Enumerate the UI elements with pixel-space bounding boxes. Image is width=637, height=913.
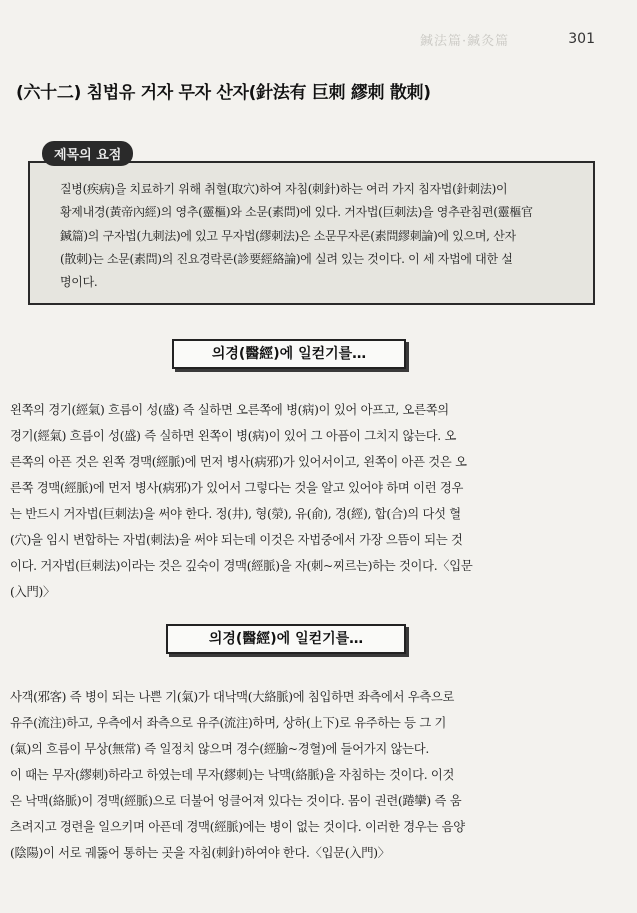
- body-line: 사객(邪客) 즉 병이 되는 나쁜 기(氣)가 대낙맥(大絡脈)에 침입하면 좌측에서 우측으로: [10, 690, 455, 704]
- body-line: 경기(經氣) 흐름이 성(盛) 즉 실하면 왼쪽이 병(病)이 있어 그 아픔이 그치지 않는다. 오: [10, 429, 457, 443]
- summary-line: 질병(疾病)을 치료하기 위해 취혈(取穴)하여 자침(刺針)하는 여러 가지 침자법(針刺法)이: [60, 182, 508, 196]
- body-line: 은 낙맥(絡脈)이 경맥(經脈)으로 더불어 엉클어져 있다는 것이다. 몸이 권련(踡攣) 즉 움: [10, 794, 462, 808]
- body-line: 츠려지고 경련을 일으키며 아픈데 경맥(經脈)에는 병이 없는 것이다. 이러한 경우는 음양: [10, 820, 465, 834]
- page-number: 301: [568, 31, 595, 47]
- section-body: [10, 684, 630, 866]
- running-header: 鍼法篇·鍼灸篇: [420, 34, 510, 49]
- summary-line: (散刺)는 소문(素問)의 진요경락론(診要經絡論)에 실려 있는 것이다. 이 세 자법에 대한 설: [60, 251, 513, 266]
- body-line: 이다. 거자법(巨刺法)이라는 것은 깊숙이 경맥(經脈)을 자(刺~찌르는)하는 것이다.〈입문: [10, 559, 473, 573]
- body-line: (氣)의 흐름이 무상(無常) 즉 일정치 않으며 경수(經腧~경혈)에 들어가지 않는다.: [10, 742, 429, 756]
- summary-box: [28, 161, 595, 305]
- summary-line: 鍼篇)의 구자법(九刺法)에 있고 무자법(繆刺法)은 소문무자론(素問繆刺論)에 있으며, 산자: [60, 228, 516, 243]
- body-line: 른쪽의 아픈 것은 왼쪽 경맥(經脈)에 먼저 병사(病邪)가 있어서이고, 왼쪽이 아픈 것은 오: [10, 455, 467, 469]
- section-heading: 의경(醫經)에 일컫기를…: [166, 624, 406, 654]
- summary-label: 제목의 요점: [42, 141, 133, 166]
- section-heading: 의경(醫經)에 일컫기를…: [172, 339, 406, 369]
- summary-text: [60, 178, 579, 294]
- body-line: 왼쪽의 경기(經氣) 흐름이 성(盛) 즉 실하면 오른쪽에 병(病)이 있어 아프고, 오른쪽의: [10, 403, 449, 417]
- body-line: (陰陽)이 서로 궤뚫어 통하는 곳을 자침(刺針)하여야 한다.〈입문(入門)〉: [10, 846, 390, 860]
- body-line: 유주(流注)하고, 우측에서 좌측으로 유주(流注)하며, 상하(上下)로 유주하는 등 그 기: [10, 716, 447, 730]
- body-line: (入門)〉: [10, 585, 55, 599]
- summary-line: 명이다.: [60, 275, 98, 290]
- summary-line: 황제내경(黃帝內經)의 영추(靈樞)와 소문(素問)에 있다. 거자법(巨刺法)을 영추관침편(靈樞官: [60, 205, 533, 220]
- body-line: 이 때는 무자(繆刺)하라고 하였는데 무자(繆刺)는 낙맥(絡脈)을 자침하는 것이다. 이것: [10, 768, 455, 782]
- chapter-title: (六十二) 침법유 거자 무자 산자(針法有 巨刺 繆刺 散刺): [16, 83, 431, 103]
- body-line: (穴)을 임시 변합하는 자법(刺法)을 써야 되는데 이것은 자법중에서 가장 으뜸이 되는 것: [10, 533, 463, 547]
- section-body: [10, 397, 630, 605]
- body-line: 른쪽 경맥(經脈)에 먼저 병사(病邪)가 있어서 그렇다는 것을 알고 있어야 하며 이런 경우: [10, 481, 464, 495]
- body-line: 는 반드시 거자법(巨刺法)을 써야 한다. 정(井), 형(滎), 유(俞), 경(經), 합(合)의 다섯 혈: [10, 507, 461, 521]
